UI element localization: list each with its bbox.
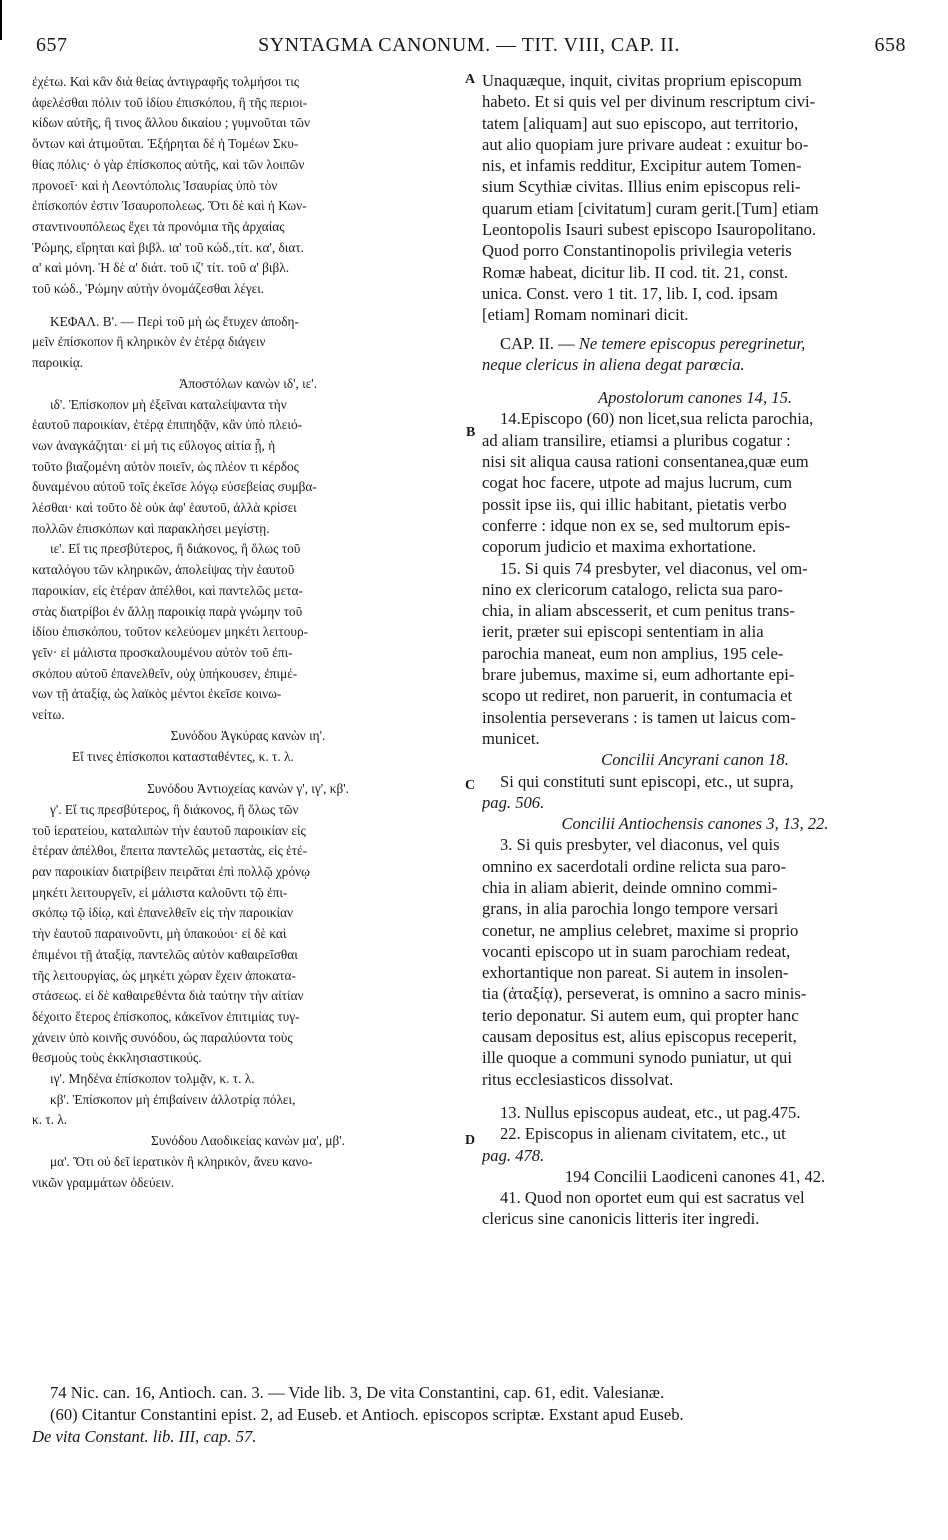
greek-line: μα'. Ὅτι οὐ δεῖ ἱερατικὸν ἢ κληρικὸν, ἄνευ κανο- [50, 1153, 313, 1169]
latin-line: tatem [aliquam] aut suo episcopo, aut territorio, [482, 113, 799, 133]
latin-line: nisi sit aliqua causa rationi consentanea,quæ eum [482, 452, 809, 472]
latin-line: quarum etiam [civitatum] curam gerit.[Tum] etiam [482, 198, 819, 218]
greek-line: νων ἀναγκάζηται· εἰ μή τις εὔλογος αἰτία ᾖ, ἡ [32, 437, 276, 453]
latin-line: possit ipse iis, qui illic habitant, pietatis verbo [482, 494, 787, 514]
left-page-number: 657 [36, 34, 68, 56]
greek-line: ιγ'. Μηδένα ἐπίσκοπον τολμᾷν, κ. τ. λ. [50, 1071, 255, 1087]
latin-line: Si qui constituti sunt episcopi, etc., ut supra, [500, 771, 794, 791]
greek-line: πολλῶν ἐπισκόπων καὶ παρακλήσει μεγίστῃ. [32, 520, 270, 536]
footnotes [32, 1382, 912, 1448]
greek-line: σταντινουπόλεως ἔχει τὰ προνόμια τῆς ἀρχαίας [32, 218, 285, 234]
greek-line: νων τῇ ἀταξίᾳ, ὡς λαϊκὸς μέντοι ἐκεῖσε κοινω- [32, 686, 282, 702]
greek-section-heading: Συνόδου Ἀγκύρας κανὼν ιη'. [170, 727, 326, 743]
latin-chapter-label: CAP. II. — [500, 333, 575, 353]
greek-line: τοῦτο βιαζομένη αὐτὸν ποιεῖν, ὡς πλέον τι κέρδος [32, 458, 299, 474]
latin-line: 15. Si quis 74 presbyter, vel diaconus, vel om- [500, 558, 808, 578]
greek-line: νείτω. [32, 707, 65, 723]
greek-line: Ῥώμης, εἴρηται καὶ βιβλ. ια' τοῦ κώδ.,τίτ. κα', διατ. [32, 239, 304, 255]
greek-line: ἐπιμένοι τῇ ἀταξίᾳ, παντελῶς αὐτὸν καθαιρεῖσθαι [32, 946, 298, 962]
greek-section-heading: Συνόδου Λαοδικείας κανὼν μα', μβ'. [151, 1133, 345, 1149]
greek-line: Εἴ τινες ἐπίσκοποι κατασταθέντες, κ. τ. λ. [72, 748, 294, 764]
latin-line: parochia maneat, eum non amplius, 195 cele- [482, 643, 784, 663]
latin-line: conferre : idque non ex se, sed multorum epis- [482, 515, 791, 535]
latin-line: municet. [482, 728, 540, 748]
footnote-60: (60) Citantur Constantini epist. 2, ad Euseb. et Antioch. episcopos scriptæ. Exstant apud Euseb. [50, 1405, 684, 1424]
greek-line: α' καὶ μόνη. Ἡ δὲ α' διάτ. τοῦ ιζ' τίτ. τοῦ α' βιβλ. [32, 260, 290, 276]
greek-chapter-heading: ΚΕΦΑΛ. Β'. — Περὶ τοῦ μὴ ὡς ἔτυχεν ἀποδη- [50, 313, 299, 329]
latin-line: insolentia perseverans : is tamen ut laicus com- [482, 707, 796, 727]
latin-line: ad aliam transilire, etiamsi a pluribus cogatur : [482, 430, 791, 450]
greek-line: ἐπίσκοπόν ἐστιν Ἰσαυροπολεως. Ὅτι δὲ καὶ ἡ Κων- [32, 198, 307, 214]
greek-line: νικῶν γραμμάτων ὁδεύειν. [32, 1174, 175, 1190]
margin-marker-c: C [465, 778, 476, 793]
latin-section-heading: Concilii Ancyrani canon 18. [601, 750, 789, 770]
greek-line: λέσθαι· καὶ τοῦτο δὲ οὐκ ἀφ' ἑαυτοῦ, ἀλλὰ κρίσει [32, 500, 297, 516]
greek-line: ἀφελέσθαι πόλιν τοῦ ἰδίου ἐπισκόπου, ἢ τῆς περιοι- [32, 94, 308, 110]
latin-line: Quod porro Constantinopolis privilegia veteris [482, 241, 792, 261]
greek-line: προνοεῖ· καὶ ἡ Λεοντόπολις Ἰσαυρίας ὑπὸ τὸν [32, 177, 278, 193]
latin-line: nino ex clericorum catalogo, relicta sua paro- [482, 579, 783, 599]
greek-line: θεσμοὺς τοὺς ἐκκλησιαστικούς. [32, 1050, 202, 1066]
greek-line: μηκέτι λειτουργεῖν, εἰ μάλιστα καλοῦντι τῷ ἐπι- [32, 884, 288, 900]
latin-section-heading: 194 Concilii Laodiceni canones 41, 42. [564, 1166, 826, 1186]
latin-line: tia (ἀταξίᾳ), perseverat, is omnino a sacro minis- [482, 984, 807, 1004]
greek-line: τοῦ κώδ., Ῥώμην αὐτὴν ὀνομάζεσθαι λέγει. [32, 281, 265, 297]
greek-line: τῆς λειτουργίας, ὡς μηκέτι χώραν ἔχειν ἀποκατα- [32, 967, 296, 983]
latin-line: brare jubemus, maxime si, eum adhortante epi- [482, 665, 795, 685]
greek-line: δέχοιτο ἕτερος ἐπίσκοπος, κἀκεῖνον ἐπιτιμίας τυγ- [32, 1008, 300, 1024]
latin-line: ille quoque a communi synodo puniatur, ut qui [482, 1048, 792, 1068]
greek-line: γεῖν· εἰ μάλιστα προσκαλουμένου αὐτὸν τοῦ ἐπι- [32, 644, 293, 660]
right-page-number: 658 [874, 34, 906, 56]
latin-line: Leontopolis Isauri subest episcopo Isauropolitano. [482, 220, 817, 240]
greek-column [32, 72, 464, 1193]
latin-line: terio deponatur. Si autem eum, qui propter hanc [482, 1005, 799, 1025]
greek-line: στὰς διατρίβοι ἐν ἄλλῃ παροικίᾳ παρὰ γνώμην τοῦ [32, 603, 303, 619]
greek-line: κίδων αὐτῆς, ἢ τινος ἄλλου δικαίου ; γυμνοῦται τῶν [32, 115, 310, 131]
greek-line: καταλόγου τῶν κληρικῶν, ἀπολείψας τὴν ἑαυτοῦ [32, 562, 295, 578]
greek-line: σκόπου αὐτοῦ ἐπανελθεῖν, οὐχ ὑπήκουσεν, ἐπιμέ- [32, 665, 298, 681]
greek-line: παροικίαν, εἰς ἑτέραν ἀπέλθοι, καὶ παντελῶς μετα- [32, 582, 303, 598]
greek-line: σκόπῳ τῷ ἰδίῳ, καὶ ἐπανελθεῖν εἰς τὴν παροικίαν [32, 905, 294, 921]
greek-chapter-heading: παροικίᾳ. [32, 355, 84, 371]
latin-line: pag. 506. [482, 792, 545, 812]
latin-line: vocanti episcopo ut in suam parochiam redeat, [482, 941, 791, 961]
greek-line: ἑτέραν ἀπέλθοι, ἔπειτα παντελῶς μεταστὰς, εἰς ἑτέ- [32, 843, 308, 859]
latin-line: Romæ habeat, dicitur lib. II cod. tit. 21, const. [482, 262, 789, 282]
page-edge-rule [0, 0, 2, 40]
greek-section-heading: Ἀποστόλων κανὼν ιδ', ιε'. [178, 375, 318, 391]
greek-line: κ. τ. λ. [32, 1112, 68, 1128]
latin-line: unica. Const. vero 1 tit. 17, lib. I, cod. ipsam [482, 283, 778, 303]
greek-line: τοῦ ἱερατείου, καταλιπὼν τὴν ἑαυτοῦ παροικίαν εἰς [32, 822, 306, 838]
latin-line: [etiam] Romam nominari dicit. [482, 305, 689, 325]
latin-column [482, 70, 908, 1230]
latin-line: habeto. Et si quis vel per divinum rescriptum civi- [482, 92, 816, 112]
latin-chapter-title: neque clericus in aliena degat parœcia. [482, 354, 745, 374]
latin-line: conetur, ne amplius celebret, maxime si proprio [482, 920, 799, 940]
margin-marker-a: A [465, 72, 476, 87]
greek-line: ἐχέτω. Καὶ κἂν διὰ θείας ἀντιγραφῆς τολμήσοι τις [32, 74, 300, 89]
margin-marker-d: D [465, 1133, 476, 1148]
running-title: SYNTAGMA CANONUM. — TIT. VIII, CAP. II. [258, 34, 680, 56]
running-header [30, 34, 908, 64]
greek-line: θίας πόλις· ὁ γὰρ ἐπίσκοπος αὐτῆς, καὶ τῶν λοιπῶν [32, 156, 305, 172]
latin-line: ritus ecclesiasticos dissolvat. [482, 1069, 674, 1089]
greek-section-heading: Συνόδου Ἀντιοχείας κανὼν γ', ιγ', κβ'. [147, 781, 349, 797]
footnote-60-continued: De vita Constant. lib. III, cap. 57. [32, 1427, 257, 1446]
footnote-74: 74 Nic. can. 16, Antioch. can. 3. — Vide lib. 3, De vita Constantini, cap. 61, edit. Valesianæ. [50, 1383, 665, 1402]
greek-line: στάσεως. εἰ δὲ καθαιρεθέντα διὰ ταύτην τὴν αἰτίαν [32, 988, 304, 1004]
latin-line: 41. Quod non oportet eum qui est sacratus vel [500, 1188, 805, 1208]
latin-line: nis, et infamis redditur, Excipitur autem Tomen- [482, 156, 802, 176]
latin-line: chia in aliam abierit, deinde omnino commi- [482, 877, 778, 897]
greek-chapter-heading: μεῖν ἐπίσκοπον ἢ κληρικὸν ἐν ἑτέρᾳ διάγειν [32, 334, 266, 350]
latin-line: sium Scythiæ civitas. Illius enim episcopus reli- [482, 177, 801, 197]
greek-line: γ'. Εἴ τις πρεσβύτερος, ἢ διάκονος, ἢ ὅλως τῶν [50, 801, 299, 817]
latin-line: coporum judicio et maxima exhortatione. [482, 537, 757, 557]
latin-line: 3. Si quis presbyter, vel diaconus, vel quis [500, 835, 780, 855]
latin-chapter-title: Ne temere episcopus peregrinetur, [578, 333, 806, 353]
latin-section-heading: Concilii Antiochensis canones 3, 13, 22. [561, 814, 829, 834]
latin-line: pag. 478. [482, 1145, 545, 1165]
greek-line: ιδ'. Ἐπίσκοπον μὴ ἐξεῖναι καταλείψαντα τὴν [50, 396, 287, 412]
latin-line: chia, in aliam abscesserit, et cum penitus trans- [482, 601, 795, 621]
greek-line: ὄντων καὶ ἀτιμοῦται. Ἐξήρηται δὲ ἡ Τομέων Σκυ- [32, 136, 299, 152]
greek-line: δυναμένου αὐτοῦ τοῖς ἐκεῖσε λόγῳ εὐσεβείας συμβα- [32, 479, 317, 495]
latin-line: scopo ut rediret, non paruerit, in contumacia et [482, 686, 793, 706]
latin-section-heading: Apostolorum canones 14, 15. [597, 388, 793, 408]
margin-marker-b: B [466, 425, 476, 440]
latin-line: exhortantique non pareat. Si autem in insolen- [482, 963, 789, 983]
latin-line: 14.Episcopo (60) non licet,sua relicta parochia, [500, 409, 814, 429]
greek-line: ραν παροικίαν διατρίβειν πειρᾶται ἐπὶ πολλῷ χρόνῳ [32, 864, 310, 880]
greek-line: ἰδίου ἐπισκόπου, τοῦτον κελεύομεν μηκέτι λειτουρ- [32, 624, 309, 640]
greek-line: κβ'. Ἐπίσκοπον μὴ ἐπιβαίνειν ἀλλοτρίᾳ πόλει, [50, 1091, 296, 1107]
greek-line: χάνειν ὑπὸ κοινῆς συνόδου, ὡς παραλύοντα τοὺς [32, 1029, 293, 1045]
greek-line: τὴν ἑαυτοῦ παραινοῦντι, μὴ ὑπακούοι· εἰ δὲ καὶ [32, 926, 287, 942]
latin-line: clericus sine canonicis litteris iter ingredi. [482, 1209, 760, 1229]
latin-line: grans, in alia parochia longo tempore versari [482, 899, 779, 919]
latin-line: causam depositus est, alius episcopus receperit, [482, 1027, 797, 1047]
latin-line: cogat hoc facere, utpote ad majus lucrum, cum [482, 473, 793, 493]
latin-line: omnino ex sacerdotali ordine relicta sua paro- [482, 856, 787, 876]
latin-line: Unaquæque, inquit, civitas proprium episcopum [482, 71, 802, 90]
latin-line: ierit, præter sui episcopi sententiam in alia [482, 622, 764, 642]
latin-chapter-heading [482, 333, 908, 354]
greek-line: ἑαυτοῦ παροικίαν, ἑτέρᾳ ἐπιπηδᾷν, κἂν ὑπὸ πλειό- [32, 417, 303, 433]
latin-line: 13. Nullus episcopus audeat, etc., ut pag.475. [500, 1102, 801, 1122]
latin-line: 22. Episcopus in alienam civitatem, etc., ut [500, 1124, 786, 1144]
greek-line: ιε'. Εἴ τις πρεσβύτερος, ἢ διάκονος, ἢ ὅλως τοῦ [50, 541, 301, 557]
latin-line: aut alio quopiam jure privare audeat : exuitur bo- [482, 134, 809, 154]
